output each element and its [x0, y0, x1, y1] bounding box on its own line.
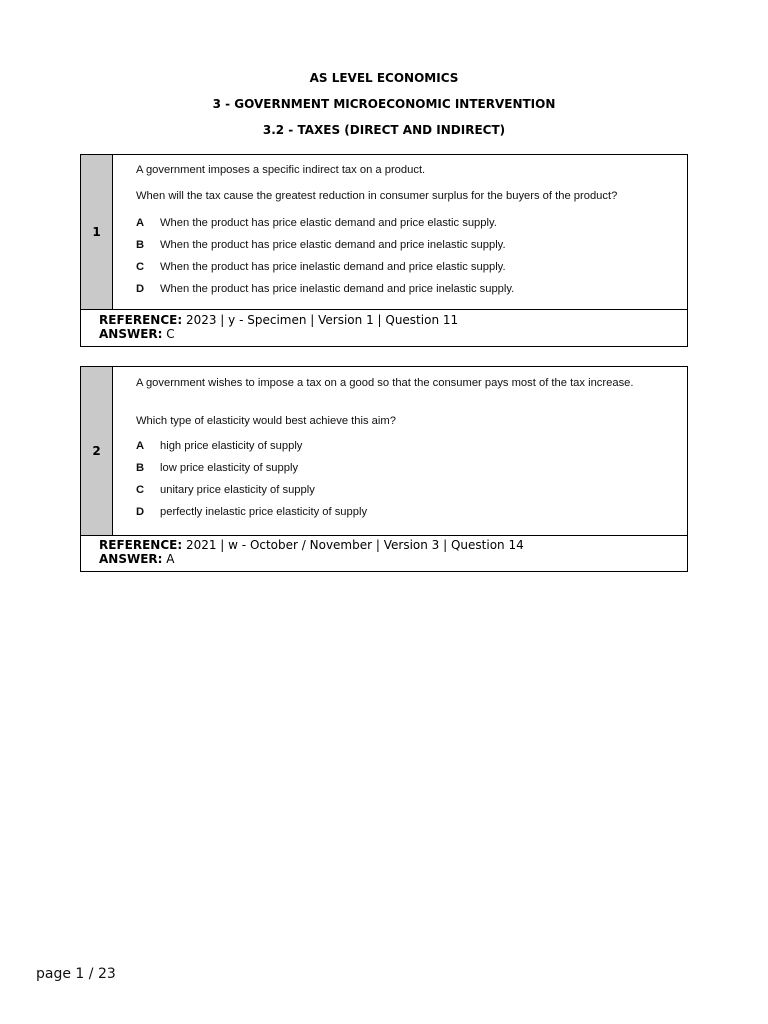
- option-letter: A: [136, 217, 145, 229]
- question-content-2: [113, 367, 687, 535]
- question-number-2: 2: [81, 367, 113, 535]
- answer-text: C: [166, 327, 175, 341]
- option-b: [136, 239, 506, 251]
- reference-line: [99, 538, 524, 552]
- answer-line: [99, 327, 458, 341]
- reference-label: REFERENCE:: [99, 313, 183, 327]
- question-body-2: [81, 367, 687, 536]
- option-text: When the product has price inelastic demand and price inelastic supply.: [160, 283, 515, 295]
- option-letter: A: [136, 440, 145, 452]
- question-content-1: [113, 155, 687, 309]
- subtopic-title: 3.2 - TAXES (DIRECT AND INDIRECT): [262, 123, 506, 137]
- answer-label: ANSWER:: [99, 552, 163, 566]
- option-c: [136, 261, 506, 273]
- option-a: [136, 217, 497, 229]
- question-prompt: Which type of elasticity would best achieve this aim?: [136, 415, 396, 427]
- option-text: perfectly inelastic price elasticity of supply: [160, 506, 368, 518]
- option-letter: D: [136, 506, 145, 518]
- option-text: When the product has price inelastic demand and price elastic supply.: [160, 261, 506, 273]
- page-number: page 1 / 23: [36, 966, 116, 982]
- question-block-2: [80, 366, 688, 572]
- answer-text: A: [166, 552, 175, 566]
- option-c: [136, 484, 315, 496]
- question-reference-1: [99, 313, 458, 341]
- document-title: AS LEVEL ECONOMICS: [309, 71, 459, 85]
- reference-line: [99, 313, 458, 327]
- question-body-1: [81, 155, 687, 310]
- option-a: [136, 440, 302, 452]
- option-text: low price elasticity of supply: [160, 462, 299, 474]
- question-reference-2: [99, 538, 524, 566]
- option-text: unitary price elasticity of supply: [160, 484, 315, 496]
- answer-label: ANSWER:: [99, 327, 163, 341]
- reference-label: REFERENCE:: [99, 538, 183, 552]
- answer-line: [99, 552, 524, 566]
- topic-title: 3 - GOVERNMENT MICROECONOMIC INTERVENTION: [212, 97, 556, 111]
- option-d: [136, 283, 514, 295]
- option-text: high price elasticity of supply: [160, 440, 303, 452]
- option-letter: B: [136, 462, 145, 474]
- option-b: [136, 462, 298, 474]
- reference-text: 2021 | w - October / November | Version 3 | Question 14: [185, 538, 524, 552]
- option-letter: B: [136, 239, 145, 251]
- question-stem: A government wishes to impose a tax on a good so that the consumer pays most of the tax increase.: [136, 377, 634, 389]
- option-text: When the product has price elastic demand and price inelastic supply.: [160, 239, 506, 251]
- question-stem: A government imposes a specific indirect tax on a product.: [136, 164, 426, 176]
- reference-text: 2023 | y - Specimen | Version 1 | Question 11: [185, 313, 459, 327]
- option-letter: C: [136, 484, 145, 496]
- option-letter: C: [136, 261, 145, 273]
- question-block-1: [80, 154, 688, 347]
- question-number-1: 1: [81, 155, 113, 309]
- option-text: When the product has price elastic demand and price elastic supply.: [160, 217, 497, 229]
- option-d: [136, 506, 367, 518]
- question-prompt: When will the tax cause the greatest reduction in consumer surplus for the buyers of the product?: [136, 190, 618, 202]
- option-letter: D: [136, 283, 145, 295]
